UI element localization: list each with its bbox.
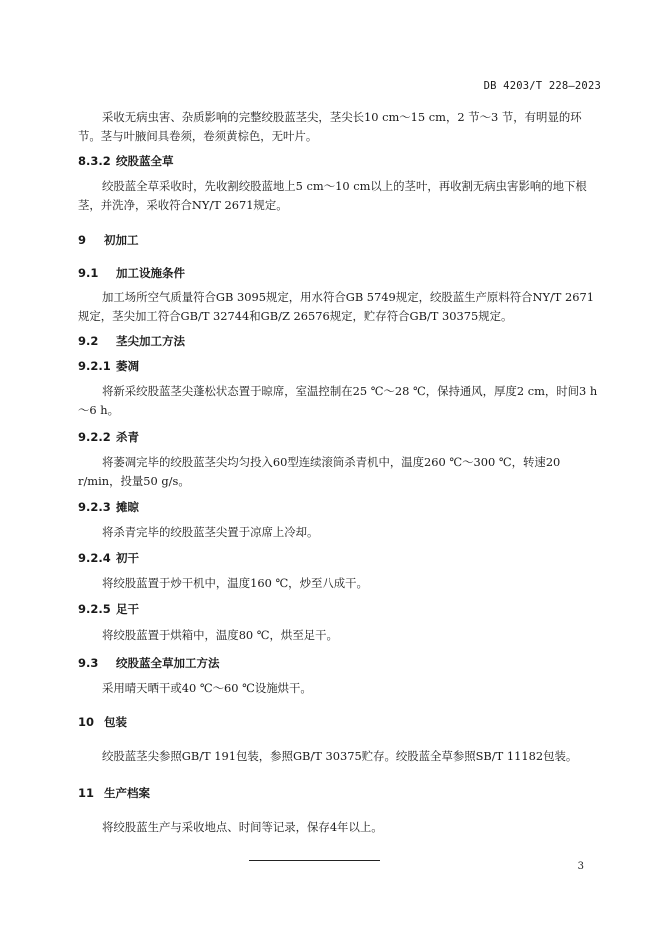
section-number: 11 bbox=[78, 786, 95, 800]
section-title: 茎尖加工方法 bbox=[116, 334, 185, 348]
section-title: 萎凋 bbox=[116, 359, 139, 373]
section-number: 9.2.4 bbox=[78, 551, 111, 565]
heading-9-2 bbox=[78, 333, 185, 349]
paragraph-10: 绞股蓝茎尖参照GB/T 191包装，参照GB/T 30375贮存。绞股蓝全草参照SB/T 11182包装。 bbox=[102, 749, 578, 763]
section-number: 9.3 bbox=[78, 656, 99, 670]
heading-10 bbox=[78, 714, 127, 730]
heading-8-3-2 bbox=[78, 153, 174, 169]
section-number: 8.3.2 bbox=[78, 154, 111, 168]
section-title: 初干 bbox=[116, 551, 139, 565]
paragraph-9-2-3: 将杀青完毕的绞股蓝茎尖置于凉席上冷却。 bbox=[102, 525, 319, 539]
heading-9-1 bbox=[78, 265, 185, 281]
paragraph-9-3: 采用晴天晒干或40 ℃～60 ℃设施烘干。 bbox=[102, 681, 312, 695]
section-number: 9 bbox=[78, 233, 87, 247]
section-number: 9.2.5 bbox=[78, 602, 111, 616]
section-title: 生产档案 bbox=[104, 786, 150, 800]
heading-9-3 bbox=[78, 655, 220, 671]
paragraph-8-3-1: 采收无病虫害、杂质影响的完整绞股蓝茎尖，茎尖长10 cm～15 cm，2 节～3 节，有明显的环节。茎与叶腋间具卷须，卷须黄棕色，无叶片。 bbox=[78, 110, 582, 143]
heading-11 bbox=[78, 785, 150, 801]
heading-9-2-3 bbox=[78, 499, 139, 515]
heading-9-2-4 bbox=[78, 550, 139, 566]
paragraph-9-2-5: 将绞股蓝置于烘箱中，温度80 ℃，烘至足干。 bbox=[102, 628, 338, 642]
section-number: 10 bbox=[78, 715, 95, 729]
section-title: 绞股蓝全草 bbox=[116, 154, 174, 168]
paragraph-11: 将绞股蓝生产与采收地点、时间等记录，保存4年以上。 bbox=[102, 820, 383, 834]
section-title: 包装 bbox=[104, 715, 127, 729]
section-title: 杀青 bbox=[116, 430, 139, 444]
section-title: 摊晾 bbox=[116, 500, 139, 514]
heading-9-2-1 bbox=[78, 358, 139, 374]
paragraph-9-2-4: 将绞股蓝置于炒干机中，温度160 ℃，炒至八成干。 bbox=[102, 576, 368, 590]
heading-9 bbox=[78, 232, 139, 248]
paragraph-9-2-1: 将新采绞股蓝茎尖蓬松状态置于晾席，室温控制在25 ℃～28 ℃，保持通风，厚度2 cm，时间3 h～6 h。 bbox=[78, 384, 598, 417]
paragraph-8-3-2: 绞股蓝全草采收时，先收割绞股蓝地上5 cm～10 cm以上的茎叶，再收割无病虫害影响的地下根茎，并洗净，采收符合NY/T 2671规定。 bbox=[78, 179, 587, 212]
document-id: DB 4203/T 228—2023 bbox=[483, 80, 601, 92]
paragraph-9-2-2: 将萎凋完毕的绞股蓝茎尖均匀投入60型连续滚筒杀青机中，温度260 ℃～300 ℃，转速20 r/min，投量50 g/s。 bbox=[78, 455, 561, 488]
heading-9-2-5 bbox=[78, 601, 139, 617]
footer-rule bbox=[249, 860, 380, 861]
section-number: 9.1 bbox=[78, 266, 99, 280]
section-title: 加工设施条件 bbox=[116, 266, 185, 280]
page-number: 3 bbox=[577, 861, 584, 872]
section-number: 9.2.1 bbox=[78, 359, 111, 373]
section-title: 足干 bbox=[116, 602, 139, 616]
section-title: 初加工 bbox=[104, 233, 139, 247]
section-title: 绞股蓝全草加工方法 bbox=[116, 656, 220, 670]
section-number: 9.2.3 bbox=[78, 500, 111, 514]
section-number: 9.2 bbox=[78, 334, 99, 348]
heading-9-2-2 bbox=[78, 429, 139, 445]
section-number: 9.2.2 bbox=[78, 430, 111, 444]
paragraph-9-1: 加工场所空气质量符合GB 3095规定，用水符合GB 5749规定，绞股蓝生产原料符合NY/T 2671规定，茎尖加工符合GB/T 32744和GB/Z 26576规定，贮存符合GB/T 30375规定。 bbox=[78, 290, 595, 323]
